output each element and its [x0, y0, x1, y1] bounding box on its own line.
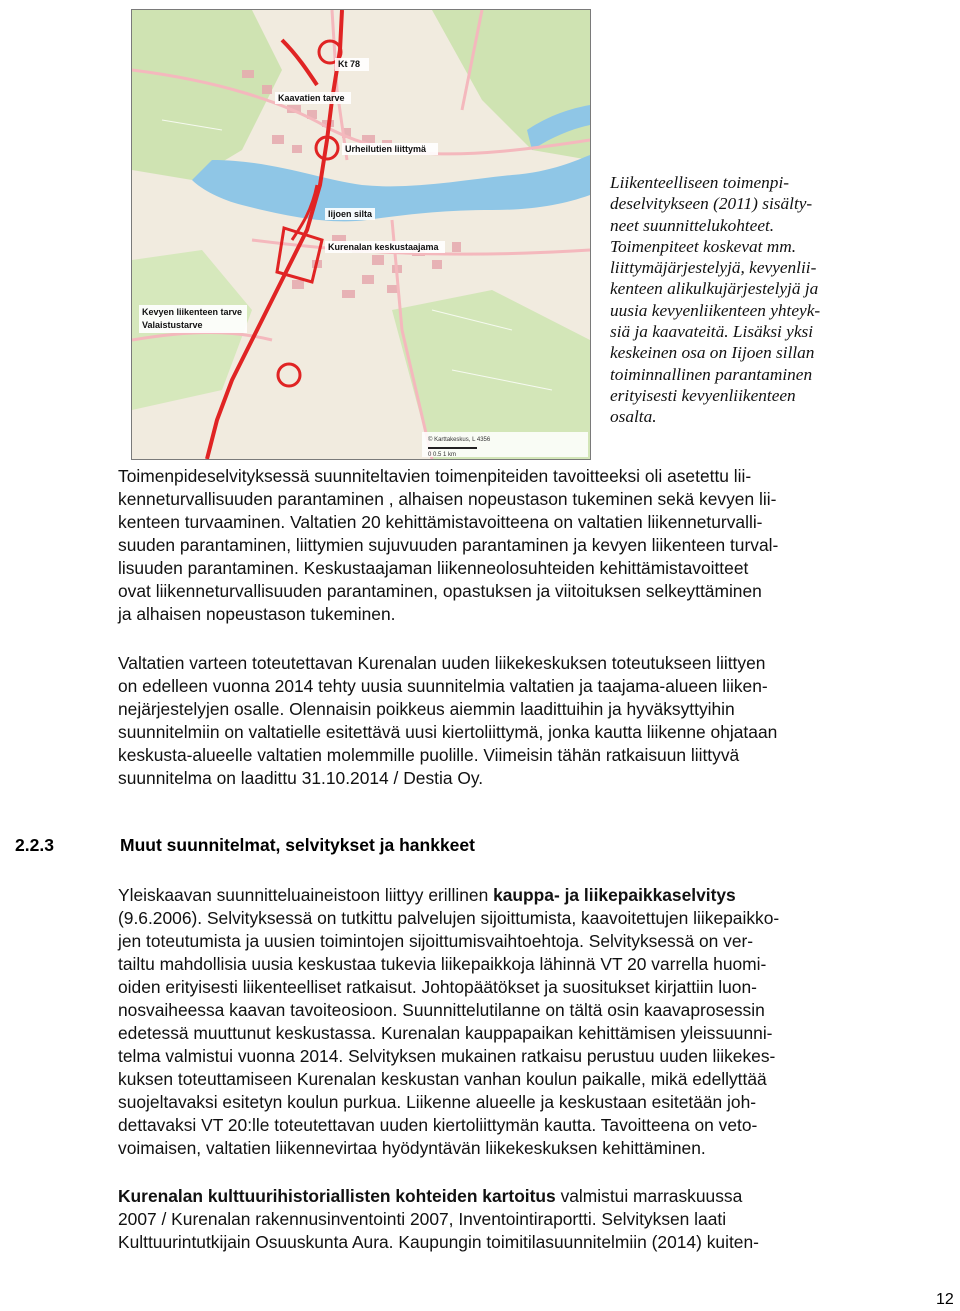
map-label-kt78: Kt 78	[338, 59, 361, 69]
paragraph-line: edetessä muuttunut keskustassa. Kurenalan kauppapaikan kehittämisen yleissuunni-	[118, 1023, 773, 1043]
paragraph-line: Toimenpideselvityksessä suunniteltavien toimenpiteiden tavoitteeksi oli asetettu lii-	[118, 466, 752, 486]
caption-line: Liikenteelliseen toimenpi-	[610, 173, 789, 192]
inline-text: valmistui marraskuussa	[555, 1186, 743, 1206]
caption-line: liittymäjärjestelyjä, kevyenlii-	[610, 258, 817, 278]
paragraph-goals	[118, 465, 918, 626]
paragraph-line: Valtatien varteen toteutettavan Kurenalan uuden liikekeskuksen toteutukseen liittyen	[118, 653, 766, 673]
paragraph-line: on edelleen vuonna 2014 tehty uusia suunnitelmia valtatien ja taajama-alueen liiken-	[118, 676, 768, 696]
paragraph-line: Kulttuurintutkijain Osuuskunta Aura. Kaupungin toimitilasuunnitelmiin (2014) kuiten-	[118, 1232, 759, 1252]
map-scale: 0 0.5 1 km	[428, 452, 457, 458]
map-figure	[131, 9, 591, 460]
paragraph-line: kenteen turvaaminen. Valtatien 20 kehittämistavoitteena on valtatien liikenneturvalli-	[118, 512, 763, 532]
map-label-urheilutien-liittyma: Urheilutien liittymä	[345, 144, 427, 154]
caption-line: osalta.	[610, 407, 657, 427]
paragraph-line: telma valmistui vuonna 2014. Selvityksen mukainen ratkaisu perustuu uuden liikekes-	[118, 1046, 776, 1066]
paragraph-line: suunnitelma on laadittu 31.10.2014 / Destia Oy.	[118, 768, 484, 788]
paragraph-line: keskusta-alueelle valtatien molemmille puolille. Viimeisin tähän ratkaisuun liittyvä	[118, 745, 740, 765]
paragraph-line: 2007 / Kurenalan rakennusinventointi 2007, Inventointiraportti. Selvityksen laati	[118, 1209, 727, 1229]
caption-line: erityisesti kevyenliikenteen	[610, 385, 796, 405]
paragraph-line: kenneturvallisuuden parantaminen , alhaisen nopeustason tukeminen sekä kevyen lii-	[118, 489, 777, 509]
caption-line: siä ja kaavateitä. Lisäksi yksi	[610, 322, 814, 342]
paragraph-line: suunnitelmiin on valtatielle esitettävä uusi kiertoliittymä, jonka kautta liikenne ohjataan	[118, 722, 778, 742]
paragraph-line: (9.6.2006). Selvityksessä on tutkittu palvelujen sijoittumista, kaavoitettujen liikepaikko-	[118, 908, 780, 928]
paragraph-line: lisuuden parantaminen. Keskustaajaman liikenneolosuhteiden kehittämistavoitteet	[118, 558, 749, 578]
paragraph-line: suuden parantaminen, liittymien sujuvuuden parantaminen ja kevyen liikenteen turval-	[118, 535, 779, 555]
map-label-kevyen-liikenteen-tarve: Kevyen liikenteen tarve	[142, 307, 243, 317]
paragraph-line: oiden erityisesti liikenteelliset ratkaisut. Johtopäätökset ja suositukset kirjattiin luon-	[118, 977, 757, 997]
map-label-kaavatien-tarve: Kaavatien tarve	[278, 93, 345, 103]
paragraph-plans-2014	[118, 652, 918, 790]
paragraph-line: kuksen toteuttamiseen Kurenalan keskustan vanhan koulun paikalle, mikä edellyttää	[118, 1069, 767, 1089]
paragraph-commerce-study	[118, 884, 918, 1160]
section-number: 2.2.3	[15, 835, 54, 855]
inline-bold-term: kauppa- ja liikepaikkaselvitys	[493, 885, 736, 905]
paragraph-cultural-inventory	[118, 1185, 918, 1254]
inline-bold-term: Kurenalan kulttuurihistoriallisten kohteiden kartoitus	[118, 1186, 556, 1206]
paragraph-line: voimaisen, valtatien liikennevirtaa hyödyntävän liikekeskuksen kehittäminen.	[118, 1138, 706, 1158]
map-label-valaistustarve: Valaistustarve	[142, 320, 203, 330]
paragraph-line: nosvaiheessa kaavan tavoiteosioon. Suunnittelutilanne on tältä osin kaavaprosessin	[118, 1000, 765, 1020]
map-label-kurenalan-keskustaajama: Kurenalan keskustaajama	[328, 242, 439, 252]
caption-line: uusia kevyenliikenteen yhteyk-	[610, 300, 821, 320]
paragraph-line	[118, 884, 918, 907]
section-title: Muut suunnitelmat, selvitykset ja hankkeet	[120, 835, 475, 855]
paragraph-line: nejärjestelyjen osalle. Olennaisin poikkeus aiemmin laadittuihin ja hyväksyttyihin	[118, 699, 735, 719]
inline-text: Yleiskaavan suunnitteluaineistoon liittyy erillinen	[118, 885, 494, 905]
map-label-iijoen-silta: Iijoen silta	[328, 209, 373, 219]
map-copyright: © Karttakeskus, L 4356	[428, 437, 491, 443]
caption-line: neet suunnittelukohteet.	[610, 215, 775, 235]
map-caption	[610, 172, 910, 428]
page-number: 12	[936, 1291, 954, 1308]
map-image	[132, 10, 590, 459]
paragraph-line: tailtu mahdollisia uusia keskustaa tukevia liikepaikkoja lähinnä VT 20 varrella huomi-	[118, 954, 767, 974]
caption-line: keskeinen osa on Iijoen sillan	[610, 343, 815, 363]
paragraph-line	[118, 1185, 918, 1208]
caption-line: kenteen alikulkujärjestelyjä ja	[610, 279, 819, 299]
paragraph-line: suojeltavaksi esitetyn koulun purkua. Liikenne alueelle ja keskustaan esitetään joh-	[118, 1092, 757, 1112]
paragraph-line: ja alhaisen nopeustason tukeminen.	[118, 604, 396, 624]
caption-line: toiminnallinen parantaminen	[610, 364, 813, 384]
paragraph-line: jen toteutumista ja uusien toimintojen sijoittumisvaihtoehtoja. Selvityksessä on ver-	[118, 931, 754, 951]
paragraph-line: ovat liikenneturvallisuuden parantaminen, opastuksen ja viitoituksen selkeyttäminen	[118, 581, 762, 601]
caption-line: Toimenpiteet koskevat mm.	[610, 236, 797, 256]
caption-line: deselvitykseen (2011) sisälty-	[610, 194, 813, 214]
paragraph-line: dettavaksi VT 20:lle toteutettavan uuden kiertoliittymän kautta. Tavoitteena on veto-	[118, 1115, 758, 1135]
